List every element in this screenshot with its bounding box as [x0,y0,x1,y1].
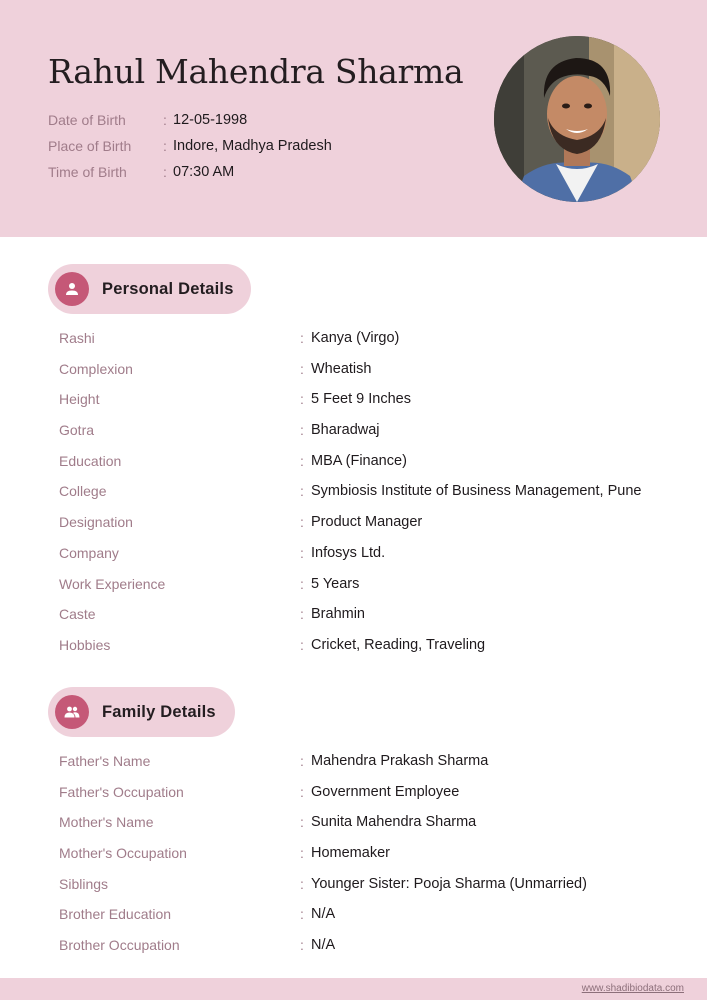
field-label: Height [59,391,100,408]
field-separator: : [300,875,304,892]
field-label: Complexion [59,360,133,377]
website-link[interactable]: www.shadibiodata.com [581,983,684,994]
field-separator: : [300,906,304,923]
field-value: Bharadwaj [311,422,380,439]
field-label: Mother's Name [59,814,154,831]
field-label: Hobbies [59,636,111,653]
field-separator: : [300,814,304,831]
field-label: College [59,483,107,500]
field-label: Father's Occupation [59,783,184,800]
field-value: Infosys Ltd. [311,544,386,561]
person-icon [55,272,89,306]
field-value: 5 Years [311,575,360,592]
field-separator: : [300,636,304,653]
field-value: Government Employee [311,783,460,800]
field-label: Time of Birth [48,164,127,180]
portrait-illustration [494,36,660,202]
field-value: 07:30 AM [173,164,235,180]
field-separator: : [300,606,304,623]
field-value: Indore, Madhya Pradesh [173,138,332,154]
field-label: Gotra [59,422,95,439]
field-separator: : [163,138,167,154]
profile-name: Rahul Mahendra Sharma [48,52,464,91]
field-label: Father's Name [59,753,151,769]
field-value: MBA (Finance) [311,452,407,469]
field-label: Designation [59,514,133,531]
field-value: Brahmin [311,606,365,623]
field-separator: : [163,112,167,128]
field-separator: : [300,783,304,800]
field-separator: : [300,360,304,377]
field-separator: : [163,164,167,180]
field-label: Caste [59,606,96,623]
field-value: Kanya (Virgo) [311,330,400,346]
field-value: N/A [311,937,336,954]
field-label: Brother Occupation [59,937,180,954]
section-title: Personal Details [102,279,234,298]
field-separator: : [300,753,304,769]
field-label: Siblings [59,875,109,892]
footer-band [0,978,707,1000]
profile-photo [494,36,660,202]
field-separator: : [300,937,304,954]
field-value: 5 Feet 9 Inches [311,391,411,408]
field-separator: : [300,845,304,862]
field-separator: : [300,514,304,531]
field-value: Wheatish [311,360,372,377]
field-value: N/A [311,906,336,923]
section-header-family [48,687,235,737]
field-label: Place of Birth [48,138,132,154]
field-separator: : [300,544,304,561]
field-value: 12-05-1998 [173,112,248,128]
field-label: Mother's Occupation [59,845,187,862]
section-title: Family Details [102,702,216,721]
field-separator: : [300,452,304,469]
field-label: Brother Education [59,906,172,923]
field-separator: : [300,330,304,346]
field-separator: : [300,391,304,408]
field-label: Rashi [59,330,95,346]
field-label: Date of Birth [48,112,126,128]
section-header-personal [48,264,251,314]
field-label: Company [59,544,119,561]
group-icon [55,695,89,729]
field-label: Education [59,452,122,469]
field-value: Cricket, Reading, Traveling [311,636,486,653]
field-separator: : [300,483,304,500]
field-value: Sunita Mahendra Sharma [311,814,477,831]
field-separator: : [300,575,304,592]
field-value: Product Manager [311,514,423,531]
field-value: Symbiosis Institute of Business Management, Pune [311,483,642,500]
field-value: Mahendra Prakash Sharma [311,753,489,769]
field-value: Homemaker [311,845,390,862]
profile-header [0,0,707,237]
field-label: Work Experience [59,575,166,592]
field-separator: : [300,422,304,439]
field-value: Younger Sister: Pooja Sharma (Unmarried) [311,875,587,892]
